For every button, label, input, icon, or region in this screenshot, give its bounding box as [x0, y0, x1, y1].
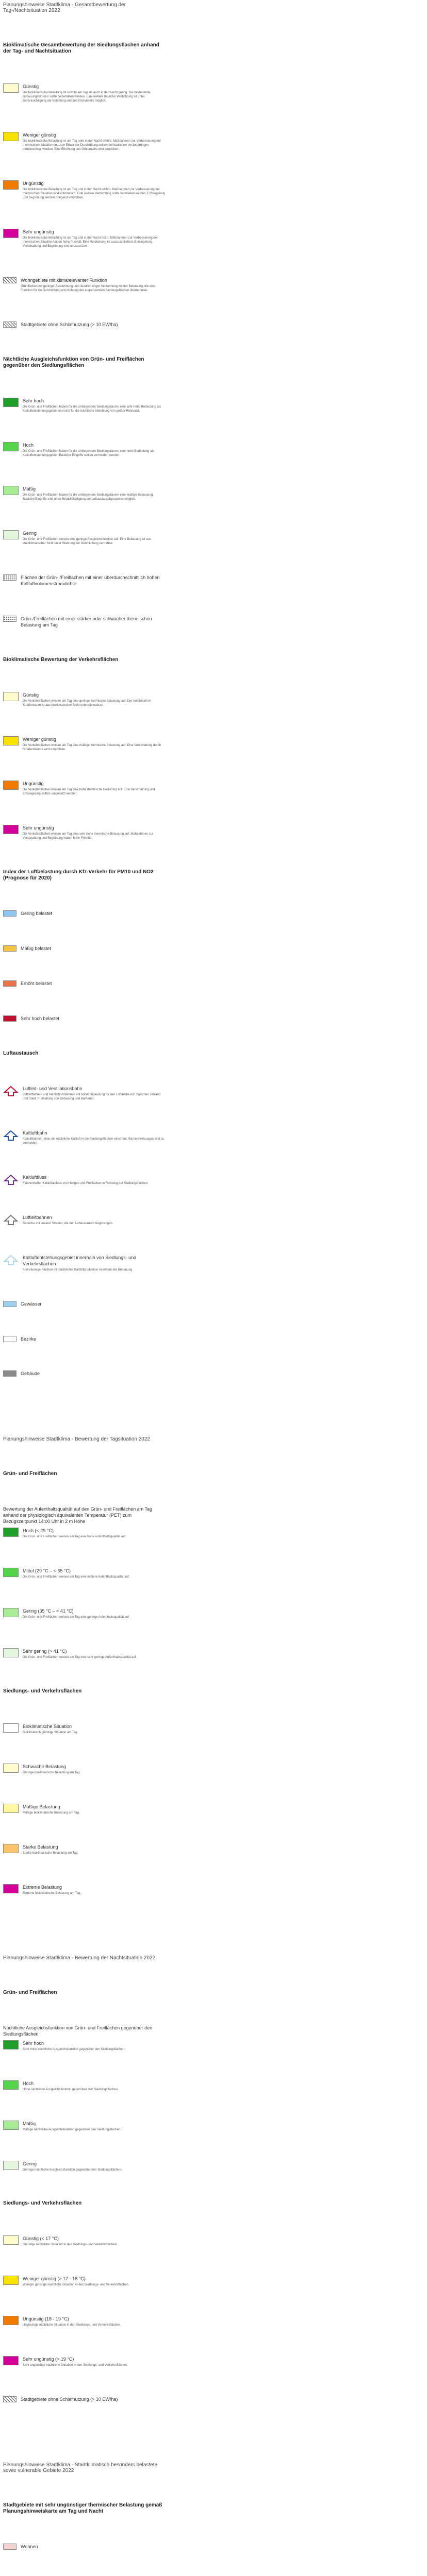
legend-entry: [3, 1301, 166, 1307]
legend-entry-body: [21, 2544, 166, 2550]
legend-entry-description: Geringe bioklimatische Belastung am Tag.: [23, 1771, 80, 1774]
legend-entry: [3, 2040, 166, 2052]
legend-swatch: [3, 616, 17, 622]
legend-entry-description: Bioklimatisch günstige Situation am Tag.: [23, 1731, 78, 1735]
section-title-ausgleich: Nächtliche Ausgleichsfunktion von Grün- und Freiflächen gegenüber den Siedlungsflächen: [3, 356, 144, 368]
legend-entry-description: Die Verkehrsflächen weisen am Tag eine sehr hohe thermische Belastung auf. Maßnahmen zur Verschattung und Begrünung haben hohe Priorität.: [23, 833, 154, 840]
legend-list-luftaustausch: [3, 1086, 166, 1272]
legend-entry-body: [23, 1255, 166, 1272]
arrow-swatch-icon: [3, 1086, 19, 1097]
legend-entry-body: [21, 1301, 166, 1307]
legend-entry-description: Die Verkehrsflächen weisen am Tag eine mäßige thermische Belastung auf. Eine Verschattung durch Straßenbäume wird empfohlen.: [23, 744, 161, 752]
legend-list-nacht-siedlung: [3, 2235, 166, 2367]
legend-entry-description: Die Grün- und Freiflächen weisen am Tag eine mittlere Aufenthaltsqualität auf.: [23, 1575, 130, 1579]
legend-swatch: [3, 1336, 17, 1342]
legend-swatch: [3, 1608, 19, 1617]
legend-entry-description: Luftleitbahnen und Ventilationsbahnen mit hoher Bedeutung für den Luftaustausch zwischen Umland und Stadt. Freihaltung von Bebauung und Barrieren.: [23, 1093, 161, 1100]
legend-swatch: [3, 2316, 19, 2325]
legend-entry: [3, 277, 166, 293]
legend-entry: [3, 2080, 166, 2092]
legend-entry-description: Grünflächen mit geringer Ausdehnung und räumlich enger Verzahnung mit der Bebauung, die eine Funktion für die Durchlüftung und Kühlung der angrenzenden Siedlungsflächen übernehmen.: [21, 284, 156, 292]
legend-entry: [3, 1370, 166, 1377]
legend-entry-body: [21, 980, 166, 987]
arrow-swatch-icon: [3, 1130, 19, 1141]
legend-entry-description: Die Verkehrsflächen weisen am Tag eine geringe thermische Belastung auf. Der Aufenthalt im Straßenraum ist aus bioklimatischer Sicht unproblematisch.: [23, 700, 151, 707]
legend-entry-name: Ungünstig (18 - 19 °C): [23, 2316, 69, 2322]
legend-list-gesamt-extra: [3, 277, 166, 328]
legend-entry: [3, 1764, 166, 1775]
legend-entry-name: Kaltluftfluss: [23, 1174, 47, 1180]
legend-list-verkehr: [3, 692, 166, 840]
legend-entry: [3, 180, 166, 200]
legend-swatch: [3, 2040, 19, 2049]
legend-swatch: [3, 1723, 19, 1733]
legend-swatch: [3, 277, 17, 283]
legend-entry-body: [23, 1568, 166, 1579]
legend-entry: [3, 1568, 166, 1579]
legend-entry-description: Die bioklimatische Belastung ist sowohl am Tag als auch in der Nacht gering. Die bestehende Bebauungsstruktur sollte beibehalten werden. Eine weitere bauliche Verdichtung ist unter Berücksichtigung der Belüftung und des Grünanteils möglich.: [23, 91, 151, 103]
legend-entry-description: Geringe nächtliche Ausgleichsfunktion gegenüber den Siedlungsflächen.: [23, 2168, 122, 2172]
legend-entry-name: Sehr hoch: [23, 2040, 44, 2046]
legend-entry: [3, 442, 166, 457]
legend-list-tag-gruen: [3, 1528, 166, 1659]
legend-swatch: [3, 945, 17, 952]
legend-entry-body: [23, 1086, 166, 1101]
legend-swatch: [3, 574, 17, 581]
legend-swatch: [3, 2396, 17, 2402]
legend-entry-name: Hoch: [23, 2080, 34, 2086]
legend-entry-body: [23, 692, 166, 707]
legend-swatch: [3, 2121, 19, 2130]
legend-list-ausgleich: [3, 398, 166, 546]
legend-entry-name: Luftleitbahnen: [23, 1214, 52, 1220]
legend-list-nacht-gruen: [3, 2040, 166, 2172]
legend-entry-body: [21, 945, 166, 952]
legend-entry-description: Sehr ungünstige nächtliche Situation in den Siedlungs- und Verkehrsflächen.: [23, 2364, 128, 2367]
legend-swatch: [3, 1568, 19, 1577]
legend-entry: [3, 83, 166, 103]
legend-swatch: [3, 781, 19, 790]
section-title-tag-siedlung: Siedlungs- und Verkehrsflächen: [3, 1688, 82, 1694]
legend-entry-body: [23, 2356, 166, 2367]
legend-swatch: [3, 1301, 17, 1307]
legend-entry-body: [23, 2040, 166, 2052]
legend-entry-name: Hoch: [23, 442, 34, 448]
legend-entry-name: Gewässer: [21, 1301, 42, 1307]
legend-entry-body: [21, 2396, 166, 2402]
legend-entry-description: Ungünstige nächtliche Situation in den Siedlungs- und Verkehrsflächen.: [23, 2324, 121, 2327]
section-header-vulnerabel: Planungshinweise Stadtklima - Stadtklimatisch besonders belastete sowie vulnerable Gebiete 2022: [3, 2462, 158, 2474]
legend-entry-body: [23, 398, 166, 413]
legend-entry-description: Die Grün- und Freiflächen weisen am Tag eine sehr geringe Aufenthaltsqualität auf.: [23, 1656, 137, 1659]
legend-entry-description: Hohe nächtliche Ausgleichsfunktion gegenüber den Siedlungsflächen.: [23, 2088, 119, 2091]
legend-entry-name: Ungünstig: [23, 781, 44, 787]
legend-entry-body: [23, 442, 166, 457]
legend-entry-name: Mäßig belastet: [21, 945, 52, 951]
legend-entry-body: [23, 1130, 166, 1145]
legend-entry-body: [23, 1174, 166, 1185]
legend-entry: [3, 2356, 166, 2367]
legend-entry-body: [23, 1723, 166, 1735]
legend-entry-description: Mäßige nächtliche Ausgleichsfunktion gegenüber den Siedlungsflächen.: [23, 2128, 122, 2131]
section-title-tag-gruen: Grün- und Freiflächen: [3, 1471, 57, 1477]
legend-entry-description: Mäßige bioklimatische Belastung am Tag.: [23, 1811, 80, 1815]
legend-swatch: [3, 2276, 19, 2285]
legend-entry-body: [23, 229, 166, 248]
legend-swatch: [3, 180, 19, 190]
legend-entry-name: Sehr hoch: [23, 398, 44, 403]
legend-entry-name: Wohnen: [21, 2544, 38, 2550]
legend-entry-description: Die bioklimatische Belastung ist am Tag und in der Nacht hoch. Maßnahmen zur Verbesserung der thermischen Situation haben hohe Priorität. Eine Verdichtung ist auszuschließen, Entsiegelung, Verschattung und Begrünung sind umzusetzen.: [23, 236, 158, 248]
legend-entry-body: [21, 277, 166, 293]
legend-entry-body: [23, 1884, 166, 1895]
section-subtitle-tag-gruen: Bewertung der Aufenthaltsqualität auf den Grün- und Freiflächen am Tag anhand der physiologisch äquivalenten Temperatur (PET) zum Bezugszeitpunkt 14:00 Uhr in 2 m Höhe: [3, 1506, 153, 1524]
legend-entry-body: [23, 1764, 166, 1775]
legend-entry-body: [21, 321, 166, 328]
legend-entry-name: Sehr ungünstig: [23, 229, 54, 234]
legend-swatch: [3, 2544, 17, 2550]
legend-entry-name: Erhöht belastet: [21, 980, 52, 986]
legend-entry-body: [23, 2235, 166, 2247]
legend-entry-description: Weniger günstige nächtliche Situation in den Siedlungs- und Verkehrsflächen.: [23, 2283, 129, 2287]
legend-entry-name: Grün-/Freiflächen mit einer stärker oder schwacher thermischen Belastung am Tag: [21, 616, 152, 628]
legend-swatch: [3, 321, 17, 328]
legend-entry-description: Die Grün- und Freiflächen haben für die umliegenden Siedlungsräume eine sehr hohe Bedeutung als Kaltluftentstehungsgebiet und sind für die nächtliche Abkühlung von großer Relevanz.: [23, 405, 161, 413]
legend-list-gesamt: [3, 83, 166, 248]
legend-entry: [3, 1255, 166, 1272]
legend-entry-name: Gering (35 °C – < 41 °C): [23, 1608, 74, 1614]
legend-entry-body: [23, 83, 166, 103]
legend-entry: [3, 321, 166, 328]
legend-entry-name: Schwache Belastung: [23, 1764, 67, 1769]
legend-entry-body: [23, 825, 166, 840]
section-title-nacht-siedlung: Siedlungs- und Verkehrsflächen: [3, 2200, 82, 2207]
section-title-belastet: Stadtgebiete mit sehr ungünstiger thermischer Belastung gemäß Planungshinweiskarte am Tag und Nacht: [3, 2502, 162, 2515]
legend-list-nacht-extra: [3, 2396, 166, 2402]
legend-entry-body: [23, 1528, 166, 1539]
legend-entry-name: Wohngebiete mit klimarelevanter Funktion: [21, 277, 107, 283]
legend-entry-name: Gering belastet: [21, 911, 53, 917]
section-title-luftaustausch: Luftaustausch: [3, 1050, 39, 1056]
legend-entry: [3, 2396, 166, 2402]
legend-swatch: [3, 692, 19, 701]
legend-entry-name: Mäßig: [23, 486, 36, 492]
legend-entry-description: Flächenhafter Kaltluftabfluss von Hängen und Freiflächen in Richtung der Siedlungsflächen.: [23, 1181, 149, 1185]
legend-entry-description: Die bioklimatische Belastung ist am Tag und in der Nacht erhöht. Maßnahmen zur Verbesserung der thermischen Situation sind erforderlich. Eine weitere Verdichtung sollte vermieden werden, Entsiegelung und Begrünung werden dringend empfohlen.: [23, 188, 166, 199]
legend-swatch: [3, 1884, 19, 1893]
legend-entry: [3, 1608, 166, 1619]
legend-swatch: [3, 2080, 19, 2090]
legend-entry-body: [23, 1648, 166, 1659]
legend-swatch: [3, 83, 19, 93]
legend-entry-name: Kaltluftentstehungsgebiet innerhalb von Siedlungs- und Verkehrsflächen: [23, 1255, 137, 1266]
legend-entry-description: Die Verkehrsflächen weisen am Tag eine hohe thermische Belastung auf. Eine Verschattung und Entsiegelung sollten umgesetzt werden.: [23, 788, 155, 796]
legend-swatch: [3, 1764, 19, 1773]
legend-entry: [3, 1528, 166, 1539]
legend-entry: [3, 825, 166, 840]
legend-list-tag-siedlung: [3, 1723, 166, 1895]
legend-entry-name: Starke Belastung: [23, 1844, 58, 1850]
legend-entry-name: Weniger günstig: [23, 737, 56, 742]
section-title-gesamt: Bioklimatische Gesamtbewertung der Siedlungsflächen anhand der Tag- und Nachtsituation: [3, 42, 159, 54]
legend-entry-description: Die Grün- und Freiflächen haben für die umliegenden Siedlungsräume eine hohe Bedeutung als Kaltluftentstehungsgebiet. Bauliche Eingriffe sollten vermieden werden.: [23, 449, 154, 457]
legend-swatch: [3, 980, 17, 987]
legend-entry-description: Die bioklimatische Belastung ist am Tag oder in der Nacht erhöht. Maßnahmen zur Verbesserung der thermischen Situation und zum Erhalt der Durchlüftung sollten bei baulichen Veränderungen berücksichtigt werden. Eine Erhöhung des Grünanteils wird empfohlen.: [23, 139, 161, 151]
legend-entry-description: Starke bioklimatische Belastung am Tag.: [23, 1851, 78, 1855]
legend-entry-name: Gering: [23, 2161, 37, 2166]
legend-entry: [3, 736, 166, 752]
legend-entry-body: [21, 910, 166, 917]
legend-entry-name: Extreme Belastung: [23, 1884, 62, 1890]
legend-swatch: [3, 825, 19, 834]
legend-entry: [3, 1130, 166, 1145]
section-title-nacht-gruen: Grün- und Freiflächen: [3, 1989, 57, 1995]
legend-entry: [3, 2121, 166, 2132]
legend-entry: [3, 2161, 166, 2172]
legend-swatch: [3, 530, 19, 539]
legend-entry-body: [23, 530, 166, 546]
legend-entry: [3, 1174, 166, 1185]
legend-entry-name: Kaltluftbahn: [23, 1130, 47, 1136]
legend-entry-body: [23, 2080, 166, 2092]
legend-entry-body: [23, 1608, 166, 1619]
legend-entry: [3, 1723, 166, 1735]
legend-entry-name: Mäßige Belastung: [23, 1804, 60, 1809]
legend-list-belastet: [3, 2544, 166, 2576]
legend-swatch: [3, 1844, 19, 1853]
legend-swatch: [3, 2235, 19, 2245]
legend-swatch: [3, 229, 19, 238]
legend-entry-name: Sehr ungünstig (> 19 °C): [23, 2357, 74, 2362]
legend-entry: [3, 574, 166, 587]
arrow-swatch-icon: [3, 1255, 19, 1266]
legend-swatch: [3, 736, 19, 745]
legend-entry-description: Günstige nächtliche Situation in den Siedlungs- und Verkehrsflächen.: [23, 2243, 118, 2247]
legend-entry-name: Bezirke: [21, 1336, 37, 1342]
legend-entry-name: Weniger günstig: [23, 132, 56, 138]
section-header-gesamt: Planungshinweise Stadtklima - Gesamtbewertung der Tag-/Nachtsituation 2022: [3, 2, 126, 13]
legend-entry: [3, 132, 166, 151]
legend-swatch: [3, 1804, 19, 1813]
legend-entry-name: Gebäude: [21, 1371, 40, 1377]
legend-entry-description: Die Grün- und Freiflächen haben für die umliegenden Siedlungsräume eine mäßige Bedeutung. Bauliche Eingriffe sind unter Berücksichtigung der Luftaustauschprozesse möglich.: [23, 494, 154, 501]
legend-entry-body: [23, 2316, 166, 2327]
legend-entry-name: Luftleit- und Ventilationsbahn: [23, 1086, 83, 1091]
legend-swatch: [3, 2161, 19, 2170]
legend-entry-name: Hoch (< 29 °C): [23, 1528, 54, 1534]
legend-entry-description: Die Grün- und Freiflächen weisen eine geringe Ausgleichsfunktion auf. Eine Bebauung ist aus stadtklimatischer Sicht unter Wahrung der Durchlüftung vertretbar.: [23, 538, 151, 546]
legend-swatch: [3, 1370, 17, 1377]
legend-entry: [3, 486, 166, 501]
legend-entry-body: [23, 1214, 166, 1226]
legend-entry-description: Sehr hohe nächtliche Ausgleichsfunktion gegenüber den Siedlungsflächen.: [23, 2047, 125, 2051]
legend-entry-name: Flächen der Grün- /Freiflächen mit einer überdurchschnittlich hohen Kaltluftvolumenstromdichte: [21, 575, 160, 587]
legend-entry-body: [21, 574, 166, 587]
legend-swatch: [3, 398, 19, 407]
legend-entry-name: Mittel (29 °C – < 35 °C): [23, 1568, 71, 1574]
legend-swatch: [3, 1015, 17, 1022]
legend-entry-body: [23, 781, 166, 796]
legend-entry-description: Die Grün- und Freiflächen weisen am Tag eine hohe Aufenthaltsqualität auf.: [23, 1535, 127, 1539]
legend-entry-body: [23, 180, 166, 200]
legend-entry: [3, 980, 166, 987]
legend-entry-name: Günstig: [23, 83, 39, 89]
legend-entry-description: Extreme bioklimatische Belastung am Tag.: [23, 1891, 81, 1895]
legend-entry-description: Bereiche mit linearer Struktur, die den Luftaustausch begünstigen.: [23, 1222, 113, 1225]
legend-entry: [3, 2316, 166, 2327]
legend-list-ausgleich-extra: [3, 574, 166, 628]
legend-swatch: [3, 486, 19, 495]
legend-entry-body: [23, 2161, 166, 2172]
legend-entry-name: Stadtgebiete ohne Schlafnutzung (> 10 EW/ha): [21, 2397, 118, 2402]
legend-entry-name: Stadtgebiete ohne Schlafnutzung (> 10 EW/ha): [21, 321, 118, 327]
legend-entry: [3, 1804, 166, 1815]
legend-entry-name: Günstig (< 17 °C): [23, 2236, 59, 2242]
legend-entry: [3, 1015, 166, 1022]
legend-entry-description: Die Grün- und Freiflächen weisen am Tag eine geringe Aufenthaltsqualität auf.: [23, 1616, 130, 1619]
legend-entry: [3, 1844, 166, 1855]
legend-entry: [3, 398, 166, 413]
legend-entry: [3, 781, 166, 796]
legend-entry: [3, 1884, 166, 1895]
legend-entry-name: Sehr gering (> 41 °C): [23, 1649, 67, 1654]
section-subtitle-nacht-gruen: Nächtliche Ausgleichsfunktion von Grün- und Freiflächen gegenüber den Siedlungsflächen: [3, 2025, 153, 2037]
legend-swatch: [3, 910, 17, 917]
legend-entry: [3, 2276, 166, 2287]
legend-entry: [3, 1214, 166, 1226]
legend-entry-body: [23, 736, 166, 752]
legend-entry-body: [23, 2121, 166, 2132]
legend-entry-name: Ungünstig: [23, 180, 44, 186]
legend-entry-body: [23, 2276, 166, 2287]
legend-entry: [3, 1648, 166, 1659]
legend-entry-name: Bioklimatische Situation: [23, 1724, 72, 1730]
legend-entry-name: Günstig: [23, 692, 39, 698]
legend-entry-name: Mäßig: [23, 2121, 36, 2126]
legend-entry-body: [23, 1844, 166, 1855]
legend-list-luftbelastung: [3, 910, 166, 1022]
section-title-luftbelastung: Index der Luftbelastung durch Kfz-Verkehr für PM10 und NO2 (Prognose für 2020): [3, 869, 154, 882]
legend-entry-body: [23, 1804, 166, 1815]
section-title-verkehr: Bioklimatische Bewertung der Verkehrsflächen: [3, 657, 119, 663]
legend-entry: [3, 616, 166, 628]
legend-swatch: [3, 2356, 19, 2365]
section-header-nacht: Planungshinweise Stadtklima - Bewertung der Nachtsituation 2022: [3, 1955, 156, 1961]
legend-entry: [3, 1086, 166, 1101]
legend-swatch: [3, 1648, 19, 1657]
arrow-swatch-icon: [3, 1174, 19, 1185]
arrow-swatch-icon: [3, 1214, 19, 1226]
legend-entry: [3, 692, 166, 707]
section-header-tag: Planungshinweise Stadtklima - Bewertung der Tagsituation 2022: [3, 1436, 150, 1443]
legend-entry: [3, 530, 166, 546]
legend-entry: [3, 945, 166, 952]
legend-column: [3, 0, 166, 2576]
legend-entry-description: Kleinräumige Flächen mit nächtlicher Kaltluftproduktion innerhalb der Bebauung.: [23, 1268, 133, 1272]
legend-entry-name: Weniger günstig (> 17 - 18 °C): [23, 2276, 86, 2282]
legend-entry-body: [21, 1336, 166, 1342]
legend-entry: [3, 2235, 166, 2247]
legend-entry-body: [21, 616, 166, 628]
legend-list-base: [3, 1301, 166, 1377]
legend-swatch: [3, 132, 19, 141]
legend-entry-body: [21, 1370, 166, 1377]
legend-entry: [3, 229, 166, 248]
legend-entry-name: Gering: [23, 531, 37, 536]
legend-entry-body: [23, 132, 166, 151]
legend-entry: [3, 2544, 166, 2550]
legend-entry-name: Sehr ungünstig: [23, 825, 54, 831]
legend-swatch: [3, 1528, 19, 1537]
legend-entry-body: [21, 1015, 166, 1022]
legend-entry: [3, 1336, 166, 1342]
legend-entry: [3, 910, 166, 917]
legend-swatch: [3, 442, 19, 451]
legend-entry-name: Sehr hoch belastet: [21, 1015, 60, 1021]
legend-entry-description: Kaltluftbahnen, über die nächtliche Kaltluft in die Siedlungsflächen einströmt. Barrierewirkungen sind zu vermeiden.: [23, 1137, 165, 1145]
legend-entry-body: [23, 486, 166, 501]
